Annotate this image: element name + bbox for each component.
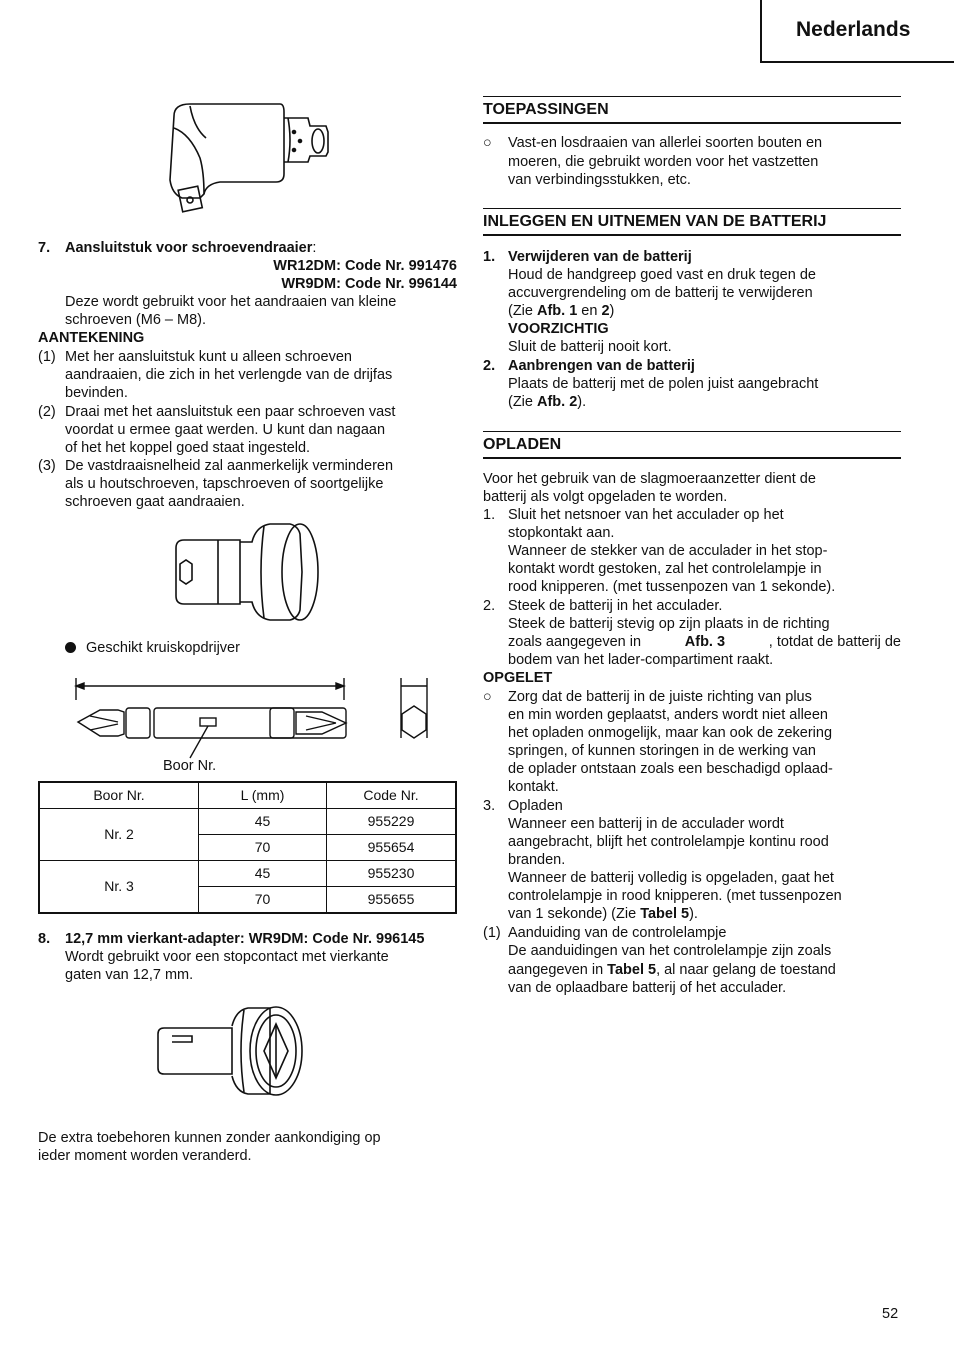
table-header-length: L (mm) [199,782,327,809]
opladen-step-1-line-5: rood knipperen. (met tussenpozen van 1 sekonde). [508,579,836,595]
section-heading-opladen: OPLADEN [483,431,901,459]
opladen-step-1-line-3: Wanneer de stekker van de acculader in het stop- [508,543,828,559]
opladen-sub-1-line-2 [508,961,901,979]
item-7-number: 7. [38,240,51,256]
note-2-line-3: of het het koppel goed staat ingesteld. [65,440,311,456]
batterij-step-1-number: 1. [483,249,496,265]
table-cell-code: 955654 [327,835,457,861]
ref-afb: Afb. 3 [684,634,726,650]
ref-text: ). [689,906,698,922]
table-header-row [39,782,456,809]
table-cell-length: 45 [199,861,327,887]
note-1-number: (1) [38,349,56,365]
item-8-desc-line-2: gaten van 12,7 mm. [65,967,194,983]
open-circle-icon: ○ [483,135,492,151]
code-table [38,781,457,914]
ref-text: en [577,303,602,319]
opladen-step-1-number: 1. [483,507,496,523]
ref-text: zoals aangegeven in [508,634,642,650]
ref-text: van 1 sekonde) (Zie [508,906,641,922]
opladen-caution-line-4: springen, of kunnen storingen in de werking van [508,743,816,759]
note-heading: AANTEKENING [38,330,145,346]
batterij-caution-text: Sluit de batterij nooit kort. [508,339,672,355]
opladen-step-3-line-2: aangebracht, blijft het controlelampje kontinu rood [508,834,829,850]
item-7-heading [65,239,316,257]
item-8-title: 12,7 mm vierkant-adapter: WR9DM: Code Nr. 996145 [65,931,425,947]
opladen-caution-line-2: en min worden geplaatst, anders wordt niet alleen [508,707,828,723]
note-2-line-1: Draai met het aansluitstuk een paar schroeven vast [65,404,396,420]
ref-text: ) [609,303,615,319]
footer-note-line-1: De extra toebehoren kunnen zonder aankondiging op [38,1130,381,1146]
opladen-caution-line-3: het opladen onmogelijk, maar kan ook de zekering [508,725,833,741]
note-2-line-2: voordat u ermee gaat werden. U kunt dan nagaan [65,422,386,438]
ref-text: (Zie [508,394,537,410]
opladen-step-2-line-1: Steek de batterij in het acculader. [508,598,723,614]
opladen-step-3-line-4: Wanneer de batterij volledig is opgeladen, gaat het [508,870,834,886]
ref-tabel: Tabel 5 [607,962,657,978]
opladen-step-3-number: 3. [483,798,496,814]
table-cell-code: 955230 [327,861,457,887]
table-header-code: Code Nr. [327,782,457,809]
ref-text: , al naar gelang de toestand [656,962,836,978]
opladen-step-3-line-3: branden. [508,852,566,868]
batterij-step-2-number: 2. [483,358,496,374]
ref-text: , totdat de batterij de [768,634,901,650]
item-8-desc-line-1: Wordt gebruikt voor een stopcontact met vierkante [65,949,389,965]
table-cell-code: 955229 [327,809,457,835]
batterij-step-1-ref [508,302,614,320]
opladen-step-3-ref [508,905,698,923]
item-7-desc-line-1: Deze wordt gebruikt voor het aandraaien van kleine [65,294,397,310]
opladen-sub-1-title: Aanduiding van de controlelampje [508,925,727,941]
ref-text: (Zie [508,303,537,319]
opladen-step-3-line-5: controlelampje in rood knipperen. (met tussenpozen [508,888,842,904]
batterij-step-2-title: Aanbrengen van de batterij [508,358,695,374]
opladen-caution-line-5: de oplader ontstaan zoals een beschadigd oplaad- [508,761,833,777]
opladen-intro-line-1: Voor het gebruik van de slagmoeraanzetter dient de [483,471,816,487]
opladen-sub-1-number: (1) [483,925,501,941]
note-1-line-3: bevinden. [65,385,128,401]
opladen-step-2-line-2: Steek de batterij stevig op zijn plaats in de richting [508,616,830,632]
socket-adapter-illustration [170,522,320,622]
item-7-colon: : [312,240,317,256]
item-7-code-wr9dm: WR9DM: Code Nr. 996144 [281,276,457,292]
filled-circle-icon [65,642,76,653]
batterij-caution-heading: VOORZICHTIG [508,321,609,337]
table-cell-length: 70 [199,887,327,914]
open-circle-icon: ○ [483,689,492,705]
bullet-list-item [65,639,240,657]
opladen-caution-line-6: kontakt. [508,779,559,795]
opladen-step-3-title: Opladen [508,798,563,814]
opladen-caution-heading: OPGELET [483,670,553,686]
toepassingen-line-2: moeren, die gebruikt worden voor het vastzetten [508,154,819,170]
batterij-step-1-line-1: Houd de handgreep goed vast en druk tegen de [508,267,816,283]
ref-afb: 2 [601,303,610,319]
note-2-number: (2) [38,404,56,420]
batterij-step-2-line: Plaats de batterij met de polen juist aangebracht [508,376,819,392]
batterij-step-1-line-2: accuvergrendeling om de batterij te verwijderen [508,285,813,301]
note-1-line-1: Met her aansluitstuk kunt u alleen schroeven [65,349,352,365]
batterij-step-2-ref [508,393,586,411]
note-1-line-2: aandraaien, die zich in het verlengde van de drijfas [65,367,393,383]
batterij-step-1-title: Verwijderen van de batterij [508,249,692,265]
ref-text: aangegeven in [508,962,608,978]
table-cell-code: 955655 [327,887,457,914]
ref-afb: Afb. 1 [537,303,578,319]
table-group-nr3: Nr. 3 [39,861,199,914]
note-3-line-1: De vastdraaisnelheid zal aanmerkelijk verminderen [65,458,394,474]
opladen-step-3-line-1: Wanneer een batterij in de acculader wordt [508,816,784,832]
section-heading-batterij: INLEGGEN EN UITNEMEN VAN DE BATTERIJ [483,208,901,236]
opladen-step-2-line-3 [508,633,901,651]
opladen-sub-1-line-3: van de oplaadbare batterij of het acculader. [508,980,787,996]
boor-nr-label: Boor Nr. [163,758,217,774]
item-7-desc-line-2: schroeven (M6 – M8). [65,312,207,328]
item-8-number: 8. [38,931,51,947]
section-heading-toepassingen: TOEPASSINGEN [483,96,901,124]
angle-adapter-illustration [160,98,340,218]
opladen-step-1-line-2: stopkontakt aan. [508,525,615,541]
opladen-sub-1-line-1: De aanduidingen van het controlelampje zijn zoals [508,943,832,959]
ref-tabel: Tabel 5 [640,906,690,922]
table-row [39,861,456,887]
table-header-boor: Boor Nr. [39,782,199,809]
language-tab [760,0,954,63]
ref-text: ). [577,394,587,410]
opladen-step-1-line-4: kontakt wordt gestoken, zal het controlelampje in [508,561,822,577]
table-row [39,809,456,835]
item-7-code-wr12dm: WR12DM: Code Nr. 991476 [273,258,457,274]
language-label: Nederlands [796,18,911,41]
table-cell-length: 70 [199,835,327,861]
note-3-number: (3) [38,458,56,474]
opladen-step-2-line-4: bodem van het lader-compartiment raakt. [508,652,774,668]
opladen-step-1-line-1: Sluit het netsnoer van het acculader op het [508,507,784,523]
note-3-line-3: schroeven gaat aandraaien. [65,494,245,510]
opladen-intro-line-2: batterij als volgt opgeladen te worden. [483,489,728,505]
table-cell-length: 45 [199,809,327,835]
screwdriver-bit-illustration [70,672,460,762]
ref-afb: Afb. 2 [537,394,578,410]
opladen-caution-line-1: Zorg dat de batterij in de juiste richting van plus [508,689,812,705]
table-group-nr2: Nr. 2 [39,809,199,861]
toepassingen-line-3: van verbindingsstukken, etc. [508,172,691,188]
toepassingen-line-1: Vast-en losdraaien van allerlei soorten bouten en [508,135,823,151]
footer-note-line-2: ieder moment worden veranderd. [38,1148,252,1164]
bullet-label: Geschikt kruiskopdrijver [86,640,240,656]
item-7-title: Aansluitstuk voor schroevendraaier [65,240,313,256]
opladen-step-2-number: 2. [483,598,496,614]
note-3-line-2: als u houtschroeven, tapschroeven of soortgelijke [65,476,384,492]
page-number: 52 [882,1306,899,1322]
square-adapter-illustration [152,1004,312,1098]
